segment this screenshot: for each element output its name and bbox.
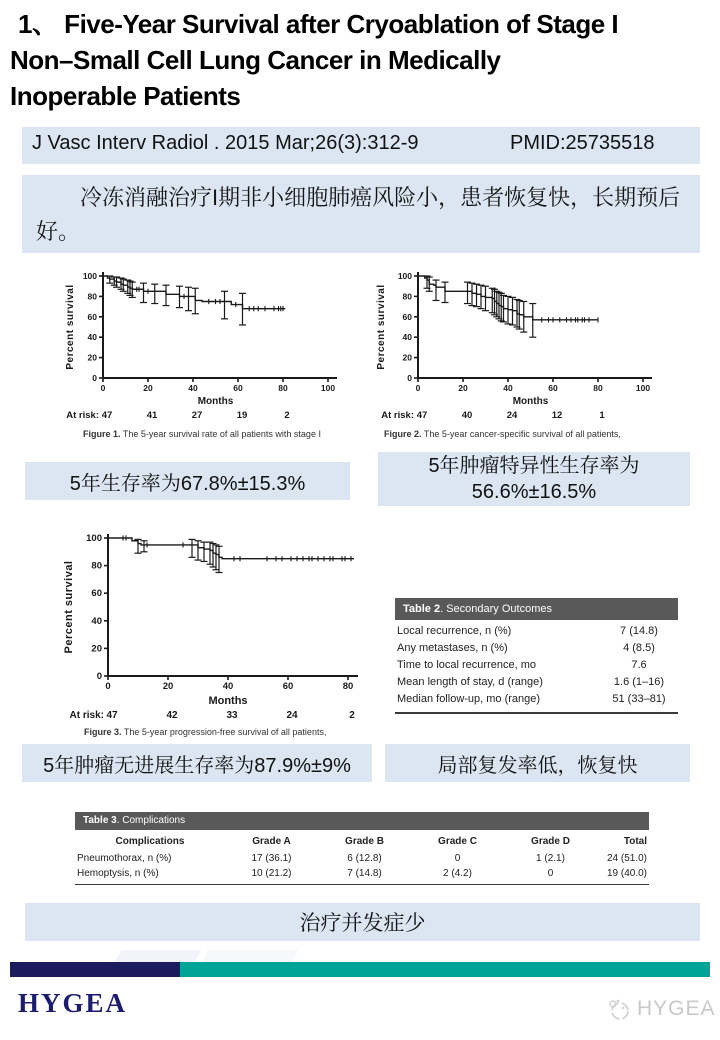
svg-text:47: 47 (416, 410, 428, 421)
svg-text:60: 60 (402, 311, 412, 322)
table-cell: 17 (36.1) (251, 853, 292, 864)
svg-text:Percent survival: Percent survival (376, 284, 387, 370)
svg-text:Months: Months (208, 695, 248, 707)
svg-text:60: 60 (282, 681, 294, 692)
table-title: Table 3 (83, 815, 117, 826)
table-row (395, 674, 678, 691)
svg-text:Percent survival: Percent survival (63, 560, 75, 654)
svg-text:42: 42 (166, 710, 178, 720)
svg-text:0: 0 (415, 383, 421, 393)
svg-text:27: 27 (191, 410, 203, 421)
table-cell: Pneumothorax, n (%) (77, 853, 172, 864)
svg-text:12: 12 (551, 410, 563, 421)
citation-bar (22, 127, 700, 164)
title-line: Inoperable Patients (10, 81, 241, 111)
figure-1-km-chart (63, 266, 365, 439)
figure-caption (63, 429, 365, 439)
svg-text:0: 0 (100, 383, 106, 393)
svg-text:2: 2 (349, 710, 355, 720)
figure-3-km-chart (62, 526, 384, 737)
table-cell: 1 (2.1) (536, 853, 565, 864)
km-chart-svg (63, 266, 365, 427)
callout-text: 治疗并发症少 (299, 912, 426, 935)
table-subtitle: . Complications (116, 815, 186, 826)
km-chart-canvas (63, 266, 365, 422)
callout-text: 5年生存率为67.8%±15.3% (69, 472, 306, 495)
table-cell: 0 (454, 853, 461, 864)
column-header: Grade D (531, 836, 570, 847)
row-value: 1.6 (1–16) (613, 676, 665, 688)
svg-text:40: 40 (222, 681, 234, 692)
svg-text:0: 0 (407, 373, 412, 383)
svg-text:60: 60 (233, 383, 243, 393)
figure-caption-text: The 5-year survival rate of all patients with stage I (120, 429, 321, 439)
table-cell: 24 (51.0) (606, 853, 647, 864)
row-label: Mean length of stay, d (range) (397, 676, 543, 688)
figure-caption-label: Figure 1. (83, 429, 121, 439)
hygea-logo-icon (606, 996, 632, 1022)
table-row (75, 866, 649, 881)
svg-text:At risk:: At risk: (69, 710, 104, 720)
svg-text:At risk:: At risk: (66, 410, 99, 421)
figure-caption-label: Figure 2. (384, 429, 422, 439)
table-title-bar (395, 598, 678, 620)
table-cell: 2 (4.2) (443, 868, 472, 879)
svg-text:80: 80 (91, 560, 102, 572)
svg-text:24: 24 (506, 410, 518, 421)
table-title-bar (75, 812, 649, 830)
svg-text:80: 80 (87, 291, 97, 302)
column-header: Grade B (345, 836, 384, 847)
svg-text:1: 1 (599, 410, 605, 421)
table-title: Table 2 (403, 603, 441, 615)
svg-text:100: 100 (320, 383, 336, 393)
callout-text: 5年肿瘤特异性生存率为 (428, 455, 640, 477)
svg-text:47: 47 (106, 710, 118, 720)
callout-overall-survival (25, 462, 350, 500)
table-cell: 6 (12.8) (347, 853, 382, 864)
footer-decoration (202, 950, 299, 962)
table-row (395, 623, 678, 640)
svg-text:100: 100 (397, 271, 412, 281)
svg-text:24: 24 (286, 710, 298, 720)
svg-text:40: 40 (461, 410, 473, 421)
table-row (395, 640, 678, 657)
svg-text:0: 0 (96, 671, 102, 682)
table-body (395, 620, 678, 714)
table-row (75, 851, 649, 866)
callout-text: 局部复发率低，恢复快 (437, 754, 638, 777)
svg-text:20: 20 (87, 352, 97, 363)
svg-text:Months: Months (197, 396, 234, 407)
figure-caption (62, 727, 384, 737)
svg-text:Percent survival: Percent survival (65, 284, 76, 370)
svg-text:Months: Months (512, 396, 549, 407)
svg-text:80: 80 (593, 383, 603, 393)
km-chart-canvas (62, 526, 384, 720)
brand-logo-text: HYGEA (18, 988, 128, 1018)
footer-decoration (115, 950, 202, 962)
svg-text:20: 20 (143, 383, 153, 393)
svg-text:2: 2 (284, 410, 290, 421)
svg-text:41: 41 (146, 410, 158, 421)
table-body (75, 830, 649, 885)
figure-caption-label: Figure 3. (84, 727, 122, 737)
row-value: 7.6 (631, 659, 647, 671)
table-cell: 19 (40.0) (606, 868, 647, 879)
figure-caption (374, 429, 680, 439)
column-header: Total (623, 836, 647, 847)
svg-text:20: 20 (402, 352, 412, 363)
table-rows (75, 851, 649, 881)
title-line: 1、 Five-Year Survival after Cryoablation of Stage I (18, 9, 619, 39)
column-header: Complications (115, 836, 185, 847)
svg-text:60: 60 (87, 311, 97, 322)
figure-2-km-chart (374, 266, 680, 439)
summary-box (22, 175, 700, 253)
table-row (395, 691, 678, 708)
svg-text:0: 0 (105, 681, 111, 692)
svg-text:40: 40 (503, 383, 513, 393)
table-cell: 10 (21.2) (251, 868, 292, 879)
svg-text:60: 60 (91, 588, 102, 600)
svg-text:80: 80 (402, 291, 412, 302)
svg-text:33: 33 (226, 710, 238, 720)
figure-caption-text: The 5-year cancer-specific survival of all patients, (421, 429, 621, 439)
watermark-text: HYGEA (637, 997, 716, 1020)
svg-text:60: 60 (548, 383, 558, 393)
table-complications (75, 812, 649, 885)
svg-text:47: 47 (101, 410, 113, 421)
table-header-row (75, 830, 649, 851)
svg-text:40: 40 (188, 383, 198, 393)
svg-text:40: 40 (402, 332, 412, 343)
callout-recurrence (385, 744, 690, 782)
svg-text:20: 20 (458, 383, 468, 393)
callout-progression-free-survival (22, 744, 372, 782)
row-value: 7 (14.8) (620, 625, 658, 637)
svg-text:40: 40 (91, 615, 102, 627)
summary-text: 冷冻消融治疗I期非小细胞肺癌风险小，患者恢复快，长期预后好。 (36, 185, 681, 244)
table-cell: Hemoptysis, n (%) (77, 868, 159, 879)
pmid: PMID:25735518 (510, 132, 655, 154)
svg-text:19: 19 (236, 410, 248, 421)
row-label: Time to local recurrence, mo (397, 659, 536, 671)
row-label: Local recurrence, n (%) (397, 625, 512, 637)
svg-text:100: 100 (82, 271, 97, 281)
table-subtitle: . Secondary Outcomes (440, 603, 552, 615)
column-header: Grade A (252, 836, 291, 847)
svg-text:100: 100 (635, 383, 651, 393)
svg-text:At risk:: At risk: (381, 410, 414, 421)
footer-navy-bar (10, 962, 180, 977)
km-chart-svg (62, 526, 384, 725)
svg-text:80: 80 (342, 681, 354, 692)
svg-text:20: 20 (162, 681, 174, 692)
svg-text:20: 20 (91, 643, 102, 655)
callout-complications (25, 903, 700, 941)
svg-text:40: 40 (87, 332, 97, 343)
figure-caption-text: The 5-year progression-free survival of all patients, (121, 727, 327, 737)
journal-citation: J Vasc Interv Radiol . 2015 Mar;26(3):312-9 (32, 132, 419, 154)
callout-cancer-specific-survival (378, 452, 690, 506)
footer-teal-bar (180, 962, 710, 977)
km-chart-canvas (374, 266, 680, 422)
table-secondary-outcomes (395, 598, 678, 714)
table-cell: 0 (547, 868, 554, 879)
row-label: Median follow-up, mo (range) (397, 693, 541, 705)
row-label: Any metastases, n (%) (397, 642, 508, 654)
title-line: Non–Small Cell Lung Cancer in Medically (10, 45, 501, 75)
column-header: Grade C (438, 836, 477, 847)
svg-text:80: 80 (278, 383, 288, 393)
watermark-logo (606, 996, 716, 1022)
callout-text: 5年肿瘤无进展生存率为87.9%±9% (43, 754, 351, 777)
table-row (395, 657, 678, 674)
page-title (10, 6, 712, 114)
table-cell: 7 (14.8) (347, 868, 382, 879)
row-value: 51 (33–81) (612, 693, 666, 705)
svg-text:0: 0 (92, 373, 97, 383)
callout-text: 56.6%±16.5% (471, 481, 597, 503)
row-value: 4 (8.5) (623, 642, 655, 654)
km-chart-svg (374, 266, 680, 427)
svg-text:100: 100 (86, 533, 102, 544)
